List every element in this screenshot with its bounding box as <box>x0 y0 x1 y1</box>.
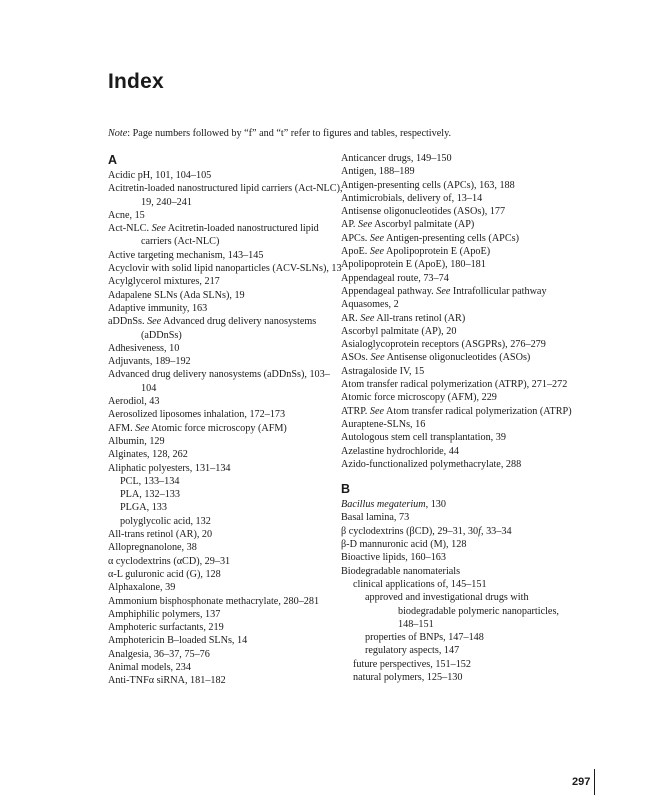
entry-text: Apolipoprotein E (ApoE) <box>384 246 491 258</box>
index-subentry <box>341 631 577 644</box>
index-entry <box>108 621 344 634</box>
entry-text: Acylglycerol mixtures, 217 <box>108 276 220 288</box>
entry-italic-text: See <box>135 422 150 434</box>
index-entry <box>341 391 577 404</box>
entry-text: Anti-TNFα siRNA, 181–182 <box>108 675 226 687</box>
index-entry <box>341 312 577 325</box>
entry-text: Ammonium bisphosphonate methacrylate, 280–281 <box>108 595 320 607</box>
index-entry <box>108 422 344 435</box>
entry-text: , 130 <box>425 499 446 511</box>
entry-text: Autologous stem cell transplantation, 39 <box>341 432 506 444</box>
index-entry <box>341 205 577 218</box>
entry-text: aDDnSs. <box>108 316 148 328</box>
entry-italic-text: See <box>369 246 385 258</box>
entry-text: Adaptive immunity, 163 <box>108 302 208 314</box>
entry-text: Appendageal route, 73–74 <box>341 272 449 284</box>
entry-text: Acitretin-loaded nanostructured lipid carriers (Act-NLC), 19, 240–241 <box>108 183 343 208</box>
index-entry <box>108 661 344 674</box>
entry-text: Acyclovir with solid lipid nanoparticles (ACV-SLNs), 13 <box>108 263 342 275</box>
entry-text: clinical applications of, 145–151 <box>353 578 487 590</box>
entry-text: Bioactive lipids, 160–163 <box>341 552 446 564</box>
entry-text: APCs. <box>341 232 370 244</box>
entry-text: Antimicrobials, delivery of, 13–14 <box>341 192 483 204</box>
entry-text: Atom transfer radical polymerization (ATRP), 271–272 <box>341 379 568 391</box>
entry-text: PLGA, 133 <box>120 502 167 514</box>
entry-text: Allopregnanolone, 38 <box>108 542 197 554</box>
entry-text: Aerodiol, 43 <box>108 396 160 408</box>
index-entry <box>108 302 344 315</box>
entry-text: PLA, 132–133 <box>120 489 180 501</box>
entry-italic-text: See <box>369 405 385 417</box>
entry-text: AP. <box>341 219 358 231</box>
entry-text: Adhesiveness, 10 <box>108 342 180 354</box>
entry-text: , 33–34 <box>480 525 512 537</box>
index-subentry <box>341 591 577 631</box>
index-entry <box>108 462 344 475</box>
index-entry <box>108 182 344 209</box>
entry-text: PCL, 133–134 <box>120 475 180 487</box>
note-prefix: Note <box>108 128 128 139</box>
entry-text: Atom transfer radical polymerization (ATRP) <box>384 405 572 417</box>
entry-text: β-D mannuronic acid (M), 128 <box>341 539 467 551</box>
entry-text: Acitretin-loaded nanostructured lipid carriers (Act-NLC) <box>141 223 319 248</box>
entry-text: All-trans retinol (AR), 20 <box>108 529 213 541</box>
entry-text: Amphotericin B–loaded SLNs, 14 <box>108 635 248 647</box>
entry-text: Antigen, 188–189 <box>341 166 415 178</box>
entry-text: Amphiphilic polymers, 137 <box>108 608 221 620</box>
index-entry <box>341 192 577 205</box>
entry-text: Act-NLC. <box>108 223 152 235</box>
entry-text: Advanced drug delivery nanosystems (aDDnSs) <box>141 316 317 341</box>
entry-text: Acidic pH, 101, 104–105 <box>108 170 212 181</box>
index-entry <box>108 608 344 621</box>
entry-text: Auraptene-SLNs, 16 <box>341 418 426 430</box>
entry-text: ASOs. <box>341 352 371 364</box>
index-entry <box>108 448 344 461</box>
entry-text: Alginates, 128, 262 <box>108 449 188 461</box>
entry-text: Apolipoprotein E (ApoE), 180–181 <box>341 259 486 271</box>
entry-text: Aliphatic polyesters, 131–134 <box>108 462 231 474</box>
index-entry <box>341 272 577 285</box>
section-letter: B <box>341 482 351 497</box>
entry-text: Amphoteric surfactants, 219 <box>108 622 224 634</box>
page-number-rule <box>594 769 595 795</box>
entry-text: Aerosolized liposomes inhalation, 172–173 <box>108 409 286 421</box>
page-number: 297 <box>572 776 591 788</box>
index-entry <box>108 581 344 594</box>
entry-text: Active targeting mechanism, 143–145 <box>108 249 264 261</box>
index-entry <box>341 258 577 271</box>
entry-text: approved and investigational drugs with biodegradable polymeric nanoparticles, 148–151 <box>365 592 559 630</box>
index-entry <box>341 325 577 338</box>
index-entry <box>108 222 344 249</box>
index-entry <box>108 568 344 581</box>
index-column-left <box>108 152 344 688</box>
index-entry <box>341 218 577 231</box>
index-note <box>108 128 451 139</box>
entry-text: Ascorbyl palmitate (AP), 20 <box>341 325 457 337</box>
index-subentry <box>341 578 577 591</box>
entry-italic-text: Bacillus megaterium <box>341 499 426 511</box>
index-entry <box>341 525 577 538</box>
entry-text: ATRP. <box>341 405 370 417</box>
entry-text: polyglycolic acid, 132 <box>120 515 211 527</box>
index-entry <box>108 528 344 541</box>
index-entry <box>108 209 344 222</box>
entry-text: Basal lamina, 73 <box>341 512 410 524</box>
entry-text: properties of BNPs, 147–148 <box>365 632 484 644</box>
entry-italic-text: See <box>360 312 375 324</box>
entry-text: Asialoglycoprotein receptors (ASGPRs), 276–279 <box>341 339 546 351</box>
index-subentry <box>341 644 577 657</box>
entry-italic-text: See <box>436 285 451 297</box>
index-entry <box>341 551 577 564</box>
entry-text: Atomic force microscopy (AFM) <box>149 422 287 434</box>
index-entry <box>108 595 344 608</box>
entry-text: AFM. <box>108 422 136 434</box>
index-entry <box>341 232 577 245</box>
entry-text: Aquasomes, 2 <box>341 299 399 311</box>
index-entry <box>341 351 577 364</box>
index-entry <box>108 342 344 355</box>
index-entry <box>341 418 577 431</box>
index-entry <box>341 378 577 391</box>
entry-text: Advanced drug delivery nanosystems (aDDnSs), 103–104 <box>108 369 330 394</box>
entry-italic-text: See <box>358 219 373 231</box>
entry-text: Analgesia, 36–37, 75–76 <box>108 648 210 660</box>
entry-text: Adapalene SLNs (Ada SLNs), 19 <box>108 289 245 301</box>
entry-text: Appendageal pathway. <box>341 285 437 297</box>
index-entry <box>108 275 344 288</box>
index-subentry <box>108 488 344 501</box>
entry-text: future perspectives, 151–152 <box>353 658 471 670</box>
index-entry <box>341 511 577 524</box>
entry-text: Anticancer drugs, 149–150 <box>341 153 452 164</box>
entry-text: Antisense oligonucleotides (ASOs) <box>384 352 531 364</box>
index-entry <box>108 355 344 368</box>
entry-text: regulatory aspects, 147 <box>365 645 460 657</box>
index-subentry <box>341 658 577 671</box>
index-entry <box>341 165 577 178</box>
index-entry <box>108 262 344 275</box>
index-entry <box>108 541 344 554</box>
entry-italic-text: See <box>369 232 385 244</box>
entry-italic-text: f <box>478 525 481 537</box>
index-subentry <box>108 501 344 514</box>
entry-text: Antigen-presenting cells (APCs) <box>384 232 519 244</box>
entry-text: Azido-functionalized polymethacrylate, 288 <box>341 458 522 470</box>
entry-text: ApoE. <box>341 246 370 258</box>
entry-text: Animal models, 234 <box>108 661 191 673</box>
note-text: : Page numbers followed by “f” and “t” refer to figures and tables, respectively. <box>127 128 452 139</box>
index-subentry <box>108 515 344 528</box>
index-entry <box>108 395 344 408</box>
entry-text: Atomic force microscopy (AFM), 229 <box>341 392 497 404</box>
index-entry <box>341 498 577 511</box>
entry-text: All-trans retinol (AR) <box>374 312 466 324</box>
index-entry <box>108 368 344 395</box>
entry-italic-text: See <box>147 316 162 328</box>
entry-text: Intrafollicular pathway <box>450 285 547 297</box>
index-entry <box>341 405 577 418</box>
entry-text: Astragaloside IV, 15 <box>341 365 425 377</box>
entry-text: β cyclodextrins (βCD), 29–31, 30 <box>341 525 479 537</box>
entry-text: Azelastine hydrochloride, 44 <box>341 445 459 457</box>
index-entry <box>108 289 344 302</box>
index-entry <box>341 152 577 165</box>
entry-text: Adjuvants, 189–192 <box>108 356 191 368</box>
index-column-right <box>341 152 577 684</box>
index-entry <box>341 431 577 444</box>
entry-italic-text: See <box>370 352 385 364</box>
index-entry <box>108 435 344 448</box>
index-entry <box>341 179 577 192</box>
entry-text: Alphaxalone, 39 <box>108 582 176 594</box>
index-entry <box>108 249 344 262</box>
entry-italic-text: See <box>151 223 166 235</box>
index-entry <box>108 408 344 421</box>
index-entry <box>341 458 577 471</box>
index-entry <box>341 365 577 378</box>
index-entry <box>108 169 344 182</box>
index-entry <box>108 674 344 687</box>
index-entry <box>341 565 577 578</box>
entry-text: natural polymers, 125–130 <box>353 671 463 683</box>
index-entry <box>341 245 577 258</box>
entry-text: Antigen-presenting cells (APCs), 163, 188 <box>341 179 515 191</box>
entry-text: α-L guluronic acid (G), 128 <box>108 568 221 580</box>
index-entry <box>341 338 577 351</box>
entry-text: α cyclodextrins (αCD), 29–31 <box>108 555 231 567</box>
entry-text: Ascorbyl palmitate (AP) <box>372 219 475 231</box>
entry-text: Albumin, 129 <box>108 435 165 447</box>
index-entry <box>108 634 344 647</box>
index-entry <box>108 315 344 342</box>
entry-text: Antisense oligonucleotides (ASOs), 177 <box>341 206 506 218</box>
index-entry <box>341 285 577 298</box>
index-entry <box>108 555 344 568</box>
index-entry <box>341 445 577 458</box>
index-entry <box>341 298 577 311</box>
section-letter: A <box>108 153 118 167</box>
entry-text: AR. <box>341 312 361 324</box>
index-entry <box>341 538 577 551</box>
index-entry <box>108 648 344 661</box>
page-title: Index <box>108 70 164 93</box>
entry-text: Biodegradable nanomaterials <box>341 565 461 577</box>
index-subentry <box>341 671 577 684</box>
index-subentry <box>108 475 344 488</box>
entry-text: Acne, 15 <box>108 209 145 221</box>
